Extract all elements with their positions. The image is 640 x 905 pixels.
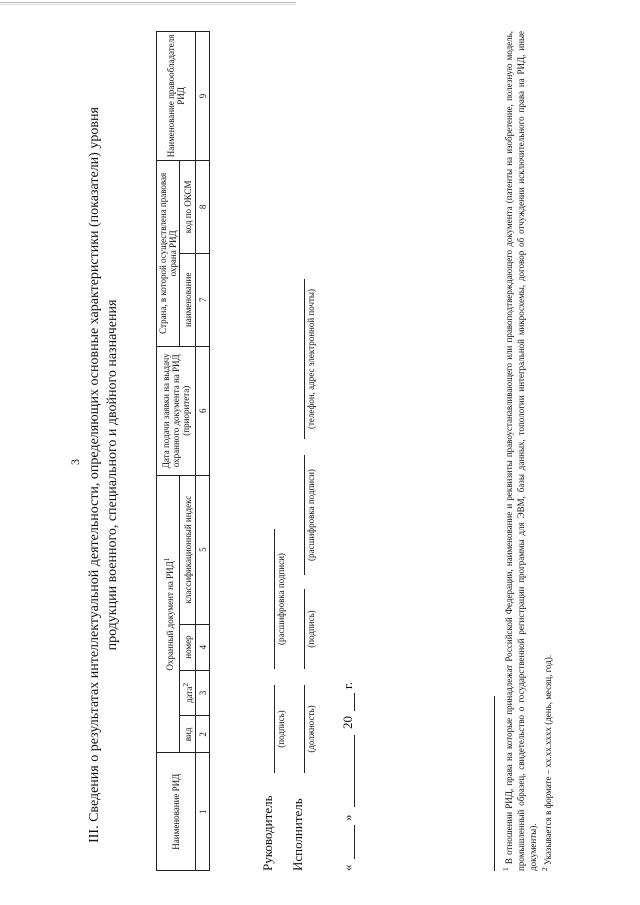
col-number-cell: 1 xyxy=(196,753,210,871)
header-class-index: классификационный индекс xyxy=(180,475,196,624)
col-number-cell: 8 xyxy=(196,160,210,253)
header-kind: вид xyxy=(180,716,196,753)
header-rid-name: Наименование РИД xyxy=(157,753,196,871)
executor-position-line[interactable] xyxy=(304,685,305,773)
head-decryption-caption: (расшифровка подписи) xyxy=(276,553,286,645)
date-close-quote: » xyxy=(340,814,355,821)
date-day-line[interactable] xyxy=(354,825,355,859)
col-number-cell: 7 xyxy=(196,253,210,346)
footnote-1-mark: 1 xyxy=(501,867,510,871)
rid-table xyxy=(156,31,210,871)
date-year-suffix: г. xyxy=(340,681,355,689)
section-title: III. Сведения о результатах интеллектуальной деятельности, определяющих основные характеристики (показатели) уровня продукции военного, специального и двойного назначения xyxy=(87,107,120,843)
col-number-cell: 6 xyxy=(196,346,210,475)
header-filing-date: Дата подачи заявки на выдачу охранного документа на РИД (приоритета) xyxy=(157,346,196,475)
date-year-line[interactable] xyxy=(354,693,355,711)
col-number-cell: 2 xyxy=(196,716,210,753)
head-signature-caption: (подпись) xyxy=(276,710,286,748)
col-number-cell: 3 xyxy=(196,670,210,716)
footnote-ref-1: 1 xyxy=(161,557,171,562)
header-number: номер xyxy=(180,624,196,670)
executor-signature-caption: (подпись) xyxy=(306,610,316,648)
header-date: дата$^2$ xyxy=(180,670,196,716)
header-holder: Наименование правообладателя РИД xyxy=(157,32,196,161)
footnote-2 xyxy=(539,31,554,871)
header-protect-doc: Охранный документ на РИД$^1$ xyxy=(157,475,180,753)
footnote-2-mark: 2 xyxy=(540,867,549,871)
footnote-1 xyxy=(500,31,539,871)
executor-phone-caption: (телефон, адрес электронной почты) xyxy=(306,289,316,429)
header-country-code: код по ОКСМ xyxy=(180,160,196,253)
page-number: 3 xyxy=(68,459,82,465)
date-open-quote: « xyxy=(340,864,355,871)
footnote-1-text: В отношении РИД, права на которые принадлежат Российской Федерации, наименование и реквизиты правоустанавливающего или правоподтверждающего документа (патенты на изобретение, полезную модель, промышленный образец, свидетельство о государственной регистрации программы для ЭВМ, базы данных, топологии интегральной микросхемы, договор об отчуждении исключительного права на РИД, иные документы). xyxy=(504,30,538,871)
header-country-name: наименование xyxy=(180,253,196,346)
executor-decryption-caption: (расшифровка подписи) xyxy=(306,469,316,561)
col-number-cell: 5 xyxy=(196,475,210,624)
col-number-cell: 4 xyxy=(196,624,210,670)
date-month-line[interactable] xyxy=(354,735,355,807)
executor-decryption-line[interactable] xyxy=(304,455,305,575)
head-label: Руководитель xyxy=(260,795,275,871)
footnote-2-text: Указывается в формате – хх.хх.хххх (день, месяц, год). xyxy=(543,654,553,865)
header-country: Страна, в которой осуществлена правовая охрана РИД xyxy=(157,160,180,346)
executor-label: Исполнитель xyxy=(290,798,305,871)
head-signature-line[interactable] xyxy=(274,685,275,773)
footnotes xyxy=(500,31,554,871)
footnote-ref-2: 2 xyxy=(181,682,190,687)
col-number-cell: 9 xyxy=(196,32,210,161)
footnote-divider xyxy=(494,696,495,871)
executor-signature-line[interactable] xyxy=(304,589,305,669)
executor-phone-line[interactable] xyxy=(304,279,305,439)
head-decryption-line[interactable] xyxy=(274,529,275,669)
date-year-prefix: 20 xyxy=(340,716,355,729)
executor-position-caption: (должность) xyxy=(306,705,316,753)
